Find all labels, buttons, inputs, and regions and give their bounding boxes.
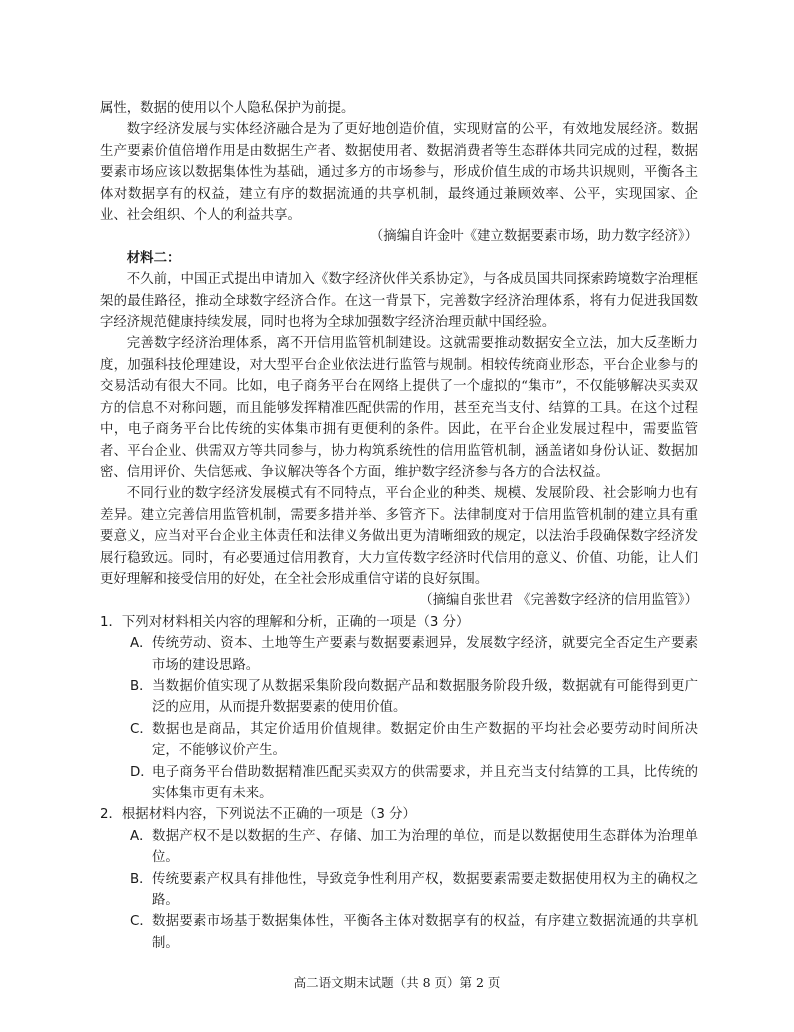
material-2-paragraph-1: 不久前，中国正式提出申请加入《数字经济伙伴关系协定》，与各成员国共同探索跨境数字治理框架的最佳路径，推动全球数字经济合作。在这一背景下，完善数字经济治理体系，将有力促进我国数字经济规范健康持续发展，同时也将为全球加强数字经济治理贡献中国经验。	[100, 272, 698, 331]
question-2-stem: 2．根据材料内容，下列说法不正确的一项是（3 分）	[100, 807, 416, 823]
question-2-option-a	[130, 826, 698, 869]
option-text: 数据产权不是以数据的生产、存储、加工为治理的单位，而是以数据使用生态群体为治理单位。	[152, 828, 698, 866]
intro-paragraph-1: 属性，数据的使用以个人隐私保护为前提。	[100, 101, 355, 116]
question-1-option-b	[130, 676, 698, 719]
option-text: 传统要素产权具有排他性，导致竞争性利用产权，数据要素需要走数据使用权为主的确权之路。	[152, 871, 698, 909]
option-text: 传统劳动、资本、土地等生产要素与数据要素迥异，发展数字经济，就要完全否定生产要素市场的建设思路。	[152, 636, 698, 673]
option-letter: B．	[130, 678, 153, 694]
option-letter: C．	[130, 721, 153, 737]
option-text: 当数据价值实现了从数据采集阶段向数据产品和数据服务阶段升级，数据就有可能得到更广泛的应用，从而提升数据要素的使用价值。	[152, 678, 698, 716]
material-2-heading: 材料二：	[126, 249, 181, 266]
question-2-option-c	[130, 911, 698, 954]
question-2	[100, 804, 698, 954]
option-letter: D．	[130, 764, 154, 780]
question-1-option-d	[130, 762, 698, 805]
option-text: 数据也是商品，其定价适用价值规律。数据定价由生产数据的平均社会必要劳动时间所决定，不能够议价产生。	[152, 721, 698, 759]
question-1-option-a	[130, 633, 698, 676]
option-text: 电子商务平台借助数据精准匹配买卖双方的供需要求，并且充当支付结算的工具，比传统的实体集市更有未来。	[152, 764, 698, 801]
attribution-2: （摘编自张世君 《完善数字经济的信用监管》）	[419, 593, 698, 609]
question-1-option-c	[130, 719, 698, 762]
option-letter: B．	[130, 871, 153, 887]
question-1	[100, 612, 698, 805]
material-2-paragraph-2: 完善数字经济治理体系，离不开信用监管机制建设。这就需要推动数据安全立法，加大反垄断力度，加强科技伦理建设，对大型平台企业依法进行监管与规制。相较传统商业形态，平台企业参与的交易活动有很大不同。比如，电子商务平台在网络上提供了一个虚拟的“集市”，不仅能够解决买卖双方的信息不对称问题，而且能够发挥精准匹配供需的作用，甚至充当支付、结算的工具。在这个过程中，电子商务平台比传统的实体集市拥有更便利的条件。因此，在平台企业发展过程中，需要监管者、平台企业、供需双方等共同参与，协力构筑系统性的信用监管机制，涵盖诸如身份认证、数据加密、信用评价、失信惩戒、争议解决等各个方面，维护数字经济参与各方的合法权益。	[100, 336, 698, 480]
page-footer: 高二语文期末试题（共 8 页）第 2 页	[293, 975, 501, 990]
attribution-1: （摘编自许金叶《建立数据要素市场，助力数字经济》）	[369, 229, 698, 245]
option-letter: A．	[130, 828, 153, 844]
document-page	[100, 98, 698, 954]
question-2-option-b	[130, 869, 698, 912]
option-text: 数据要素市场基于数据集体性，平衡各主体对数据享有的权益，有序建立数据流通的共享机制。	[152, 914, 698, 951]
intro-paragraph-2: 数字经济发展与实体经济融合是为了更好地创造价值，实现财富的公平，有效地发展经济。数据生产要素价值倍增作用是由数据生产者、数据使用者、数据消费者等生态群体共同完成的过程，数据要素市场应该以数据集体性为基础，通过多方的市场参与，形成价值生成的市场共识规则，平衡各主体对数据享有的权益，建立有序的数据流通的共享机制，最终通过兼顾效率、公平，实现国家、企业、社会组织、个人的利益共享。	[100, 122, 698, 224]
option-letter: C．	[130, 914, 153, 930]
material-2-paragraph-3: 不同行业的数字经济发展模式有不同特点，平台企业的种类、规模、发展阶段、社会影响力也有差异。建立完善信用监管机制，需要多措并举、多管齐下。法律制度对于信用监管机制的建立具有重要意义，应当对平台企业主体责任和法律义务做出更为清晰细致的规定，以法治手段确保数字经济发展行稳致远。同时，有必要通过信用教育，大力宣传数字经济时代信用的意义、价值、功能，让人们更好理解和接受信用的好处，在全社会形成重信守诺的良好氛围。	[100, 486, 698, 587]
question-1-stem: 1．下列对材料相关内容的理解和分析，正确的一项是（3 分）	[100, 614, 470, 630]
option-letter: A．	[130, 636, 153, 652]
